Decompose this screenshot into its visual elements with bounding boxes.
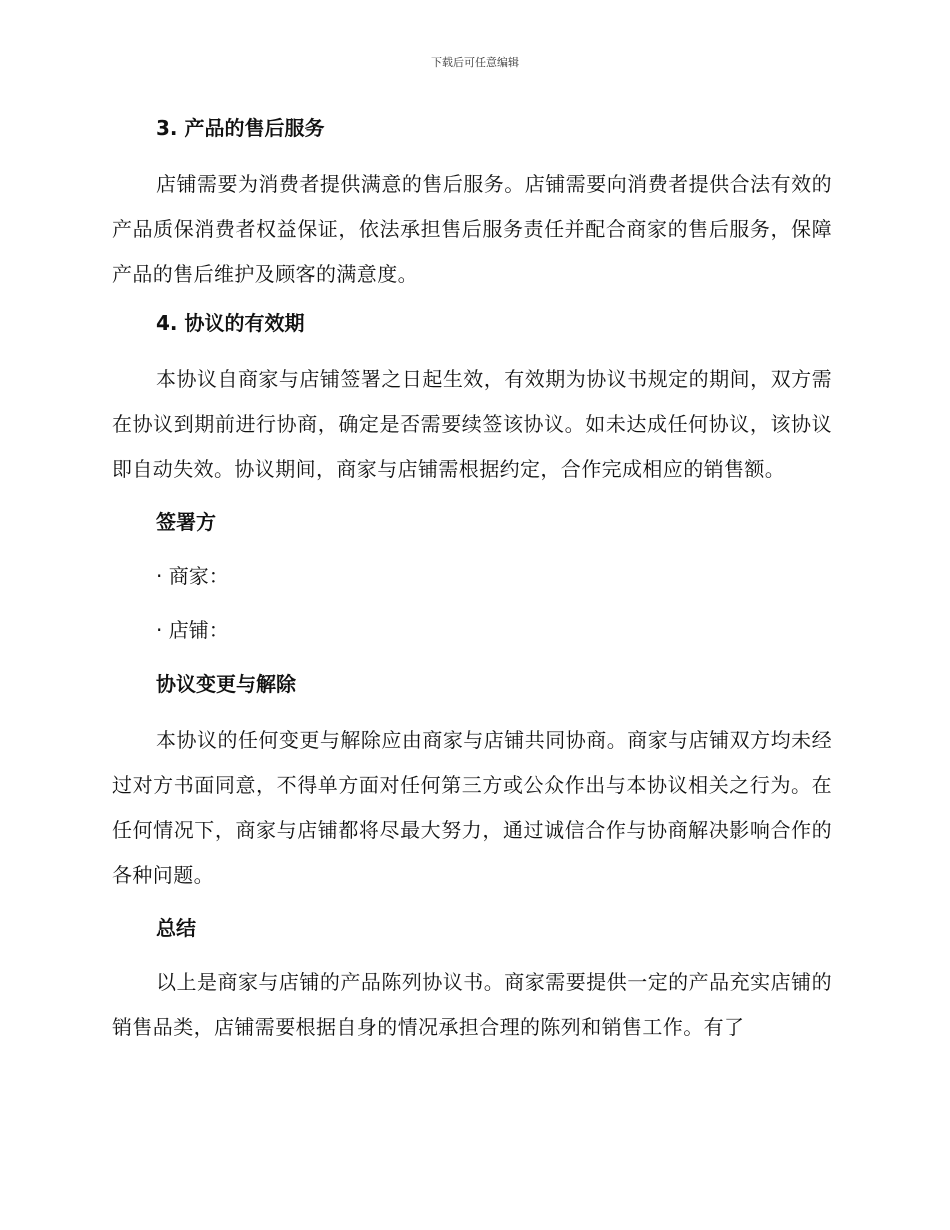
signatory-merchant: · 商家： xyxy=(156,564,229,588)
paragraph-after-sales: 店铺需要为消费者提供满意的售后服务。店铺需要向消费者提供合法有效的产品质保消费者权益保证，依法承担售后服务责任并配合商家的售后服务，保障产品的售后维护及顾客的满意度。 xyxy=(112,172,832,286)
section-heading-amendment: 协议变更与解除 xyxy=(156,672,296,696)
section-heading-summary: 总结 xyxy=(156,916,196,940)
section-heading-validity: 4. 协议的有效期 xyxy=(156,311,305,335)
document-body xyxy=(112,112,832,1058)
page-header: 下载后可任意编辑 xyxy=(431,56,519,69)
signatory-store: · 店铺： xyxy=(156,618,229,642)
section-heading-signatories: 签署方 xyxy=(156,510,216,534)
section-heading-after-sales: 3. 产品的售后服务 xyxy=(156,116,325,140)
paragraph-summary: 以上是商家与店铺的产品陈列协议书。商家需要提供一定的产品充实店铺的销售品类，店铺需要根据自身的情况承担合理的陈列和销售工作。有了 xyxy=(112,970,832,1039)
paragraph-validity: 本协议自商家与店铺签署之日起生效，有效期为协议书规定的期间，双方需在协议到期前进行协商，确定是否需要续签该协议。如未达成任何协议，该协议即自动失效。协议期间，商家与店铺需根据约定，合作完成相应的销售额。 xyxy=(112,367,832,481)
paragraph-amendment: 本协议的任何变更与解除应由商家与店铺共同协商。商家与店铺双方均未经过对方书面同意，不得单方面对任何第三方或公众作出与本协议相关之行为。在任何情况下，商家与店铺都将尽最大努力，通过诚信合作与协商解决影响合作的各种问题。 xyxy=(112,728,832,887)
